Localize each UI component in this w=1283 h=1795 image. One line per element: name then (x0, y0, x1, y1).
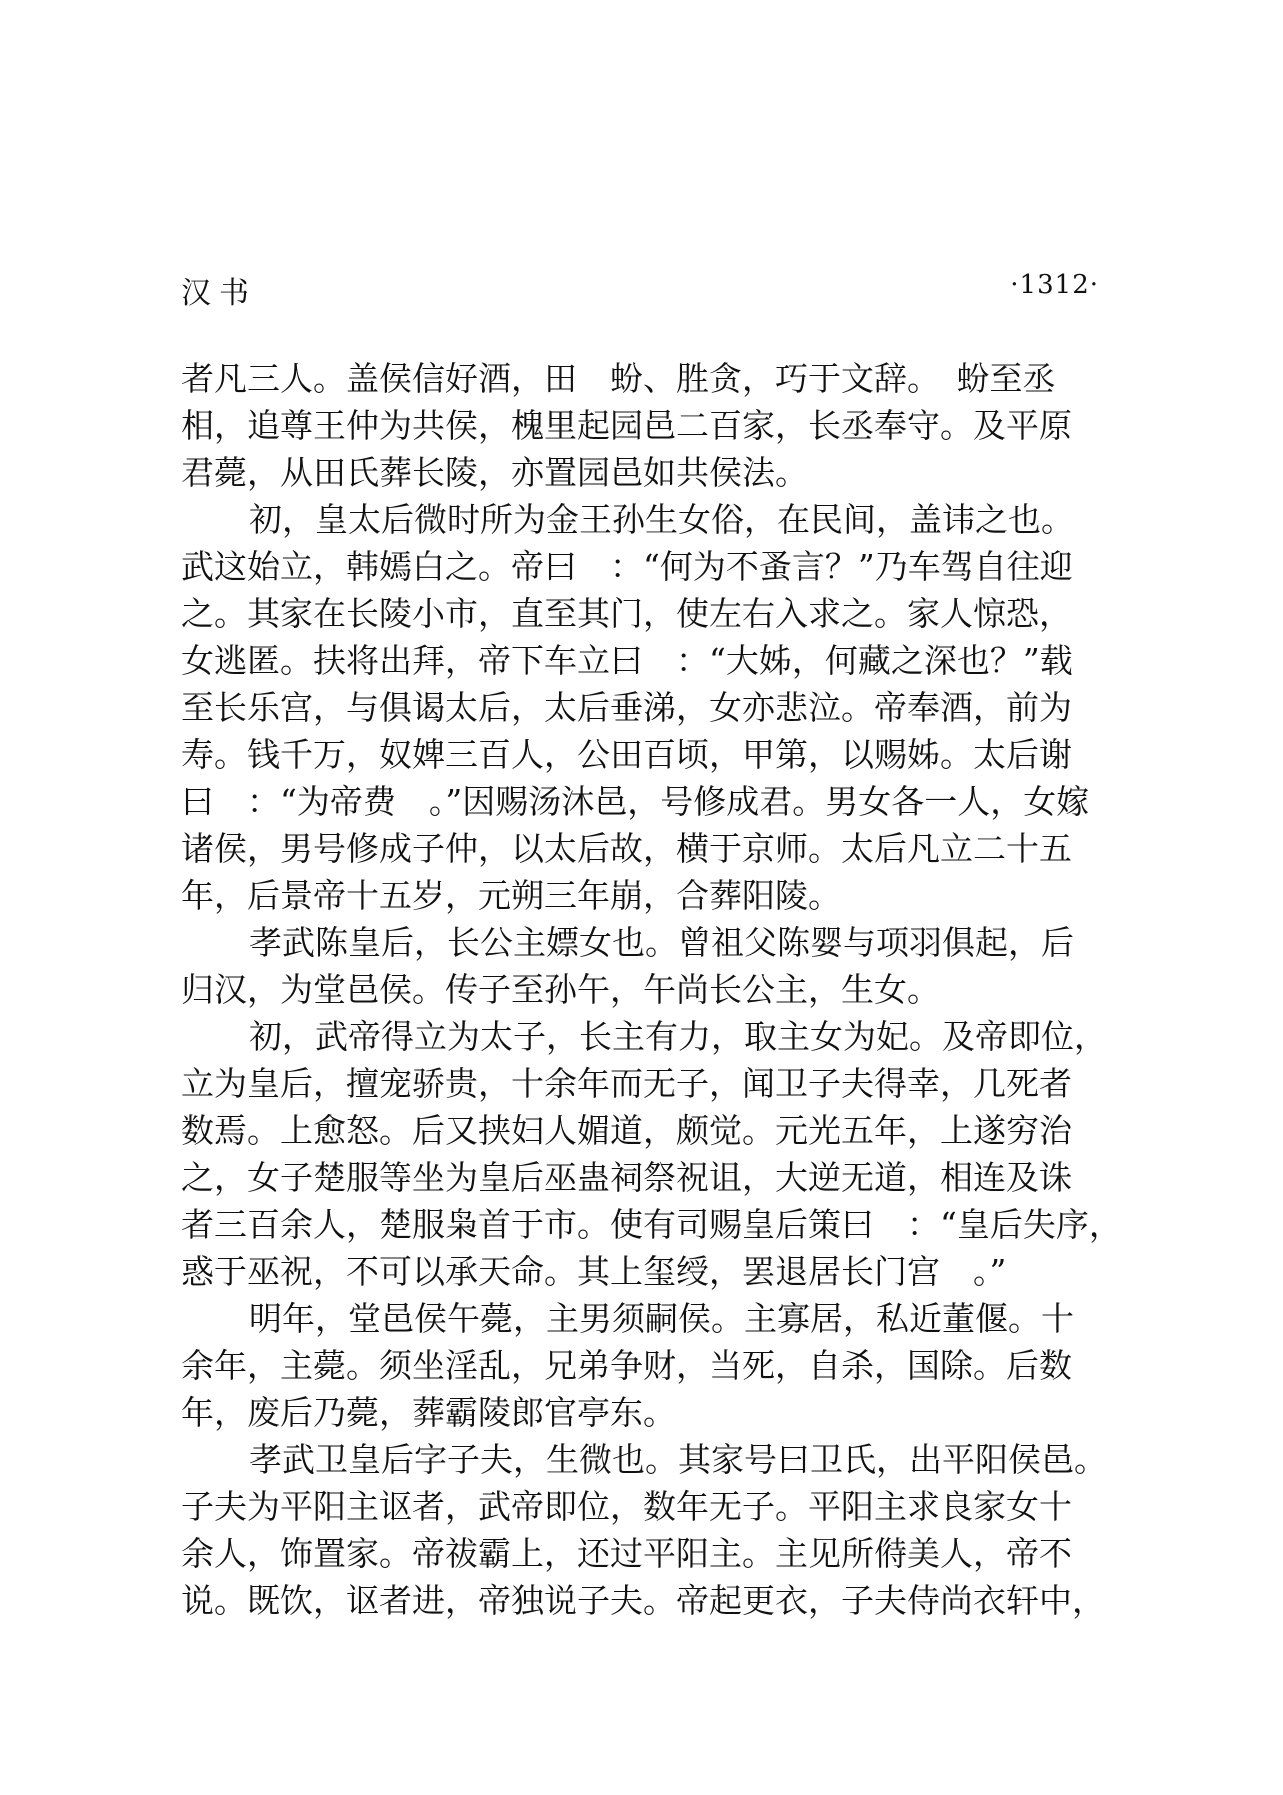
book-title: 汉书 (181, 276, 257, 311)
page-number: ·1312· (1010, 270, 1099, 300)
text-line: 之。其家在长陵小市，直至其门，使左右入求之。家人惊恐， (181, 594, 1072, 633)
text-line: 初，皇太后微时所为金王孙生女俗，在民间，盖讳之也。 (249, 500, 1074, 539)
text-line: 之，女子楚服等坐为皇后巫蛊祠祭祝诅，大逆无道，相连及诛 (181, 1158, 1072, 1197)
text-line: 立为皇后，擅宠骄贵，十余年而无子，闻卫子夫得幸，几死者 (181, 1064, 1072, 1103)
text-line: 子夫为平阳主讴者，武帝即位，数年无子。平阳主求良家女十 (181, 1487, 1072, 1526)
body-text (181, 355, 1122, 1620)
text-line: 孝武陈皇后，长公主嫖女也。曾祖父陈婴与项羽俱起，后 (249, 923, 1074, 962)
text-line: 余人，饰置家。帝祓霸上，还过平阳主。主见所偫美人，帝不 (181, 1534, 1072, 1573)
text-line: 女逃匿。扶将出拜，帝下车立曰 ：“大姊，何藏之深也？”载 (181, 641, 1073, 680)
text-line: 孝武卫皇后字子夫，生微也。其家号曰卫氏，出平阳侯邑。 (249, 1440, 1107, 1479)
text-line: 者三百余人，楚服枭首于市。使有司赐皇后策曰 ：“皇后失序， (181, 1205, 1122, 1244)
text-line: 曰 ：“为帝费 。”因赐汤沐邑，号修成君。男女各一人，女嫁 (181, 782, 1090, 821)
text-line: 归汉，为堂邑侯。传子至孙午，午尚长公主，生女。 (181, 970, 940, 1009)
text-line: 说。既饮，讴者进，帝独说子夫。帝起更衣，子夫侍尚衣轩中， (181, 1581, 1105, 1620)
text-line: 至长乐宫，与俱谒太后，太后垂涕，女亦悲泣。帝奉酒，前为 (181, 688, 1072, 727)
text-line: 寿。钱千万，奴婢三百人，公田百顷，甲第，以赐姊。太后谢 (181, 735, 1072, 774)
text-line: 诸侯，男号修成子仲，以太后故，横于京师。太后凡立二十五 (181, 829, 1072, 868)
text-line: 初，武帝得立为太子，长主有力，取主女为妃。及帝即位， (249, 1017, 1107, 1056)
text-line: 相，追尊王仲为共侯，槐里起园邑二百家，长丞奉守。及平原 (181, 406, 1072, 445)
text-line: 武这始立，韩嫣白之。帝曰 ：“何为不蚤言？”乃车驾自往迎 (181, 547, 1073, 586)
text-line: 年，废后乃薨，葬霸陵郎官亭东。 (181, 1393, 676, 1432)
text-line: 数焉。上愈怒。后又挟妇人媚道，颇觉。元光五年，上遂穷治 (181, 1111, 1072, 1150)
text-line: 惑于巫祝，不可以承天命。其上玺绶，罢退居长门宫 。” (181, 1252, 1007, 1291)
text-line: 明年，堂邑侯午薨，主男须嗣侯。主寡居，私近董偃。十 (249, 1299, 1074, 1338)
text-line: 君薨，从田氏葬长陵，亦置园邑如共侯法。 (181, 453, 808, 492)
text-line: 余年，主薨。须坐淫乱，兄弟争财，当死，自杀，国除。后数 (181, 1346, 1072, 1385)
text-line: 年，后景帝十五岁，元朔三年崩，合葬阳陵。 (181, 876, 841, 915)
text-line: 者凡三人。盖侯信好酒，田 蚡、胜贪，巧于文辞。 蚡至丞 (181, 359, 1056, 398)
page-header (181, 268, 1099, 312)
